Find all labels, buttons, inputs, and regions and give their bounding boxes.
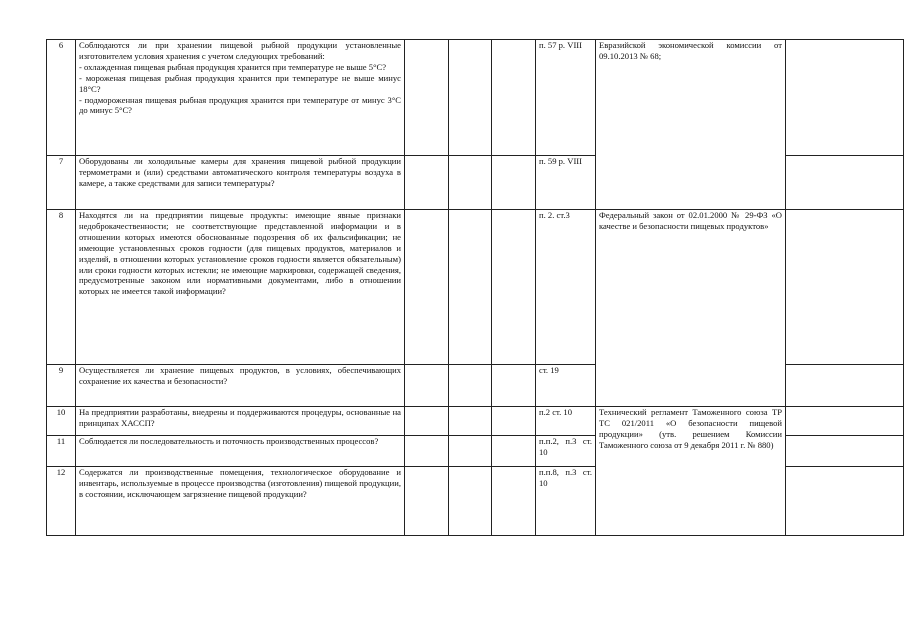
answer-no-cell[interactable] bbox=[449, 365, 492, 407]
answer-no-cell[interactable] bbox=[449, 210, 492, 365]
document-cell: Евразийской экономической комиссии от 09.10.2013 № 68; bbox=[596, 40, 786, 210]
answer-no-cell[interactable] bbox=[449, 467, 492, 536]
question-cell: На предприятии разработаны, внедрены и поддерживаются процедуры, основанные на принципах ХАССП? bbox=[76, 407, 405, 436]
document-cell: Федеральный закон от 02.01.2000 № 29-ФЗ «О качестве и безопасности пищевых продуктов» bbox=[596, 210, 786, 407]
answer-na-cell[interactable] bbox=[492, 467, 536, 536]
row-number: 11 bbox=[47, 436, 76, 467]
question-cell: Содержатся ли производственные помещения, технологическое оборудование и инвентарь, используемые в процессе производства (изготовления) пищевой продукции, в состоянии, исключающем загрязнение пищевой продукции? bbox=[76, 467, 405, 536]
notes-cell[interactable] bbox=[786, 407, 904, 436]
question-cell: Оборудованы ли холодильные камеры для хранения пищевой рыбной продукции термометрами и (или) средствами автоматического контроля температуры воздуха в камере, а также средствами для записи температуры? bbox=[76, 156, 405, 210]
notes-cell[interactable] bbox=[786, 365, 904, 407]
question-sub-item: - мороженая пищевая рыбная продукция хранится при температуре не выше минус 18°С? bbox=[79, 72, 401, 94]
answer-yes-cell[interactable] bbox=[405, 365, 449, 407]
answer-na-cell[interactable] bbox=[492, 210, 536, 365]
notes-cell[interactable] bbox=[786, 156, 904, 210]
answer-na-cell[interactable] bbox=[492, 156, 536, 210]
answer-no-cell[interactable] bbox=[449, 156, 492, 210]
question-sub-item: - подмороженная пищевая рыбная продукция хранится при температуре от минус 3°С до минус 5°С? bbox=[79, 94, 401, 116]
question-cell: Осуществляется ли хранение пищевых продуктов, в условиях, обеспечивающих сохранение их качества и безопасности? bbox=[76, 365, 405, 407]
row-number: 12 bbox=[47, 467, 76, 536]
reference-cell: п. 59 р. VIII bbox=[536, 156, 596, 210]
checklist-table bbox=[46, 39, 904, 536]
notes-cell[interactable] bbox=[786, 40, 904, 156]
notes-cell[interactable] bbox=[786, 210, 904, 365]
table-row bbox=[47, 40, 904, 156]
question-cell: Находятся ли на предприятии пищевые продукты: имеющие явные признаки недоброкачественности; не соответствующие представленной информации и в отношении которых имеются обоснованные подозрения об их фальсификации; не имеющие установленных сроков годности (для пищевых продуктов, материалов и изделий, в отношении которых установление сроков годности является обязательным) или сроки годности которых истекли; не имеющие маркировки, содержащей сведения, предусмотренные законом или нормативными документами, либо в отношении которых не имеется такой информации? bbox=[76, 210, 405, 365]
answer-yes-cell[interactable] bbox=[405, 407, 449, 436]
document-cell: Технический регламент Таможенного союза ТР ТС 021/2011 «О безопасности пищевой продукции» (утв. решением Комиссии Таможенного союза от 9 декабря 2011 г. № 880) bbox=[596, 407, 786, 536]
table-row bbox=[47, 210, 904, 365]
row-number: 7 bbox=[47, 156, 76, 210]
notes-cell[interactable] bbox=[786, 467, 904, 536]
reference-cell: п.п.2, п.3 ст. 10 bbox=[536, 436, 596, 467]
answer-yes-cell[interactable] bbox=[405, 40, 449, 156]
reference-cell: п. 57 р. VIII bbox=[536, 40, 596, 156]
answer-yes-cell[interactable] bbox=[405, 210, 449, 365]
answer-no-cell[interactable] bbox=[449, 40, 492, 156]
answer-yes-cell[interactable] bbox=[405, 467, 449, 536]
answer-na-cell[interactable] bbox=[492, 436, 536, 467]
answer-yes-cell[interactable] bbox=[405, 436, 449, 467]
answer-yes-cell[interactable] bbox=[405, 156, 449, 210]
question-text: Соблюдаются ли при хранении пищевой рыбной продукции установленные изготовителем условия хранения с учетом следующих требований: bbox=[79, 40, 401, 61]
question-cell bbox=[76, 40, 405, 156]
row-number: 10 bbox=[47, 407, 76, 436]
row-number: 6 bbox=[47, 40, 76, 156]
table-row bbox=[47, 407, 904, 436]
reference-cell: ст. 19 bbox=[536, 365, 596, 407]
answer-na-cell[interactable] bbox=[492, 40, 536, 156]
answer-na-cell[interactable] bbox=[492, 407, 536, 436]
answer-no-cell[interactable] bbox=[449, 436, 492, 467]
question-cell: Соблюдается ли последовательность и поточность производственных процессов? bbox=[76, 436, 405, 467]
question-sub-item: - охлажденная пищевая рыбная продукция хранится при температуре не выше 5°С? bbox=[79, 61, 387, 72]
reference-cell: п.п.8, п.3 ст. 10 bbox=[536, 467, 596, 536]
reference-cell: п. 2. ст.3 bbox=[536, 210, 596, 365]
answer-no-cell[interactable] bbox=[449, 407, 492, 436]
row-number: 8 bbox=[47, 210, 76, 365]
notes-cell[interactable] bbox=[786, 436, 904, 467]
reference-cell: п.2 ст. 10 bbox=[536, 407, 596, 436]
answer-na-cell[interactable] bbox=[492, 365, 536, 407]
row-number: 9 bbox=[47, 365, 76, 407]
